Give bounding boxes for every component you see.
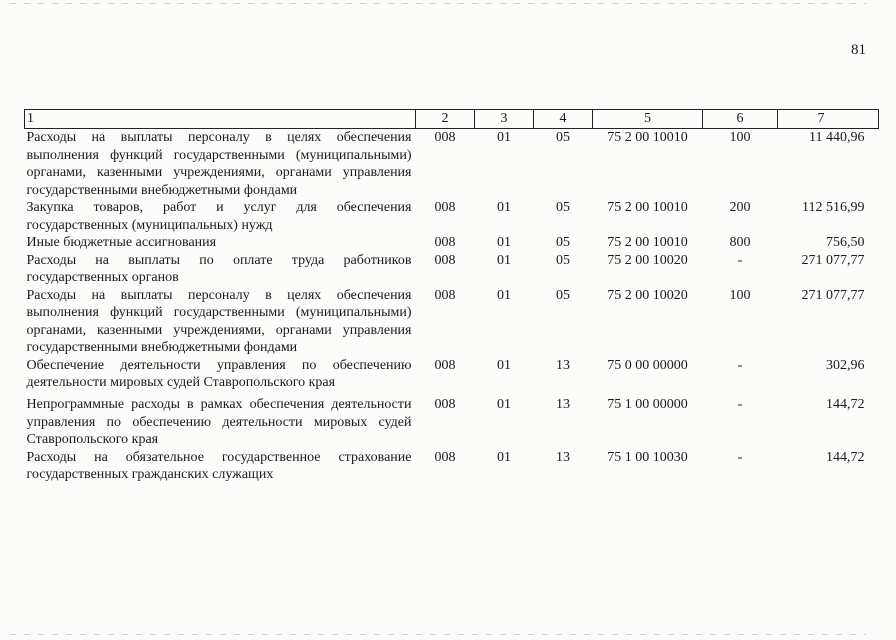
column-header-5: 5 bbox=[593, 110, 703, 129]
row-target-article: 75 1 00 00000 bbox=[607, 397, 688, 412]
row-expense-type: 100 bbox=[729, 130, 751, 145]
row-ministry-code: 008 bbox=[434, 235, 456, 250]
row-expense-type: 200 bbox=[729, 200, 751, 215]
header-row bbox=[25, 110, 879, 129]
column-header-4: 4 bbox=[534, 110, 593, 129]
table-row bbox=[25, 449, 879, 484]
row-target-article: 75 2 00 10010 bbox=[607, 235, 688, 250]
scan-artifact-top bbox=[10, 3, 866, 4]
row-subsection: 05 bbox=[556, 287, 570, 303]
scan-artifact-bottom bbox=[10, 634, 866, 635]
row-ministry-code: 008 bbox=[434, 357, 456, 373]
row-section: 01 bbox=[497, 397, 511, 412]
budget-table bbox=[24, 109, 879, 484]
row-ministry-code: 008 bbox=[434, 449, 456, 465]
table-row bbox=[25, 199, 879, 234]
column-header-7: 7 bbox=[778, 110, 879, 129]
row-section: 01 bbox=[497, 252, 511, 268]
row-ministry-code: 008 bbox=[434, 397, 456, 412]
row-name: Непрограммные расходы в рамках обеспечения деятельности управления по обеспечению деятельности мировых судей Ставропольского края bbox=[26, 397, 412, 447]
row-subsection: 13 bbox=[556, 397, 570, 412]
row-ministry-code: 008 bbox=[434, 252, 456, 268]
table-row bbox=[25, 396, 879, 449]
row-expense-type: 100 bbox=[729, 287, 751, 303]
row-amount: 271 077,77 bbox=[801, 287, 865, 303]
row-expense-type: - bbox=[737, 357, 743, 373]
row-section: 01 bbox=[497, 449, 511, 465]
row-ministry-code: 008 bbox=[434, 287, 456, 303]
row-ministry-code: 008 bbox=[434, 130, 456, 145]
row-amount: 11 440,96 bbox=[809, 130, 865, 145]
table-row bbox=[25, 234, 879, 252]
row-target-article: 75 2 00 10010 bbox=[607, 200, 688, 215]
row-target-article: 75 0 00 00000 bbox=[607, 357, 688, 373]
row-subsection: 13 bbox=[556, 357, 570, 373]
page-number: 81 bbox=[851, 42, 866, 58]
row-name: Расходы на выплаты персоналу в целях обеспечения выполнения функций государственными (муниципальными) органами, казенными учреждениями, органами управления государственными внебюджетными фондами bbox=[26, 130, 412, 198]
row-name: Расходы на выплаты персоналу в целях обеспечения выполнения функций государственными (муниципальными) органами, казенными учреждениями, органами управления государственными внебюджетными фондами bbox=[26, 287, 412, 355]
row-expense-type: - bbox=[737, 449, 743, 465]
table-row bbox=[25, 129, 879, 200]
row-target-article: 75 2 00 10020 bbox=[607, 252, 688, 268]
row-target-article: 75 2 00 10010 bbox=[607, 130, 688, 145]
table-header bbox=[25, 110, 879, 129]
table-body bbox=[25, 129, 879, 484]
row-subsection: 13 bbox=[556, 449, 570, 465]
row-subsection: 05 bbox=[556, 235, 570, 250]
row-name: Расходы на обязательное государственное страхование государственных гражданских служащих bbox=[26, 449, 412, 482]
row-section: 01 bbox=[497, 357, 511, 373]
row-amount: 144,72 bbox=[826, 397, 865, 412]
row-section: 01 bbox=[497, 287, 511, 303]
row-name: Иные бюджетные ассигнования bbox=[26, 235, 217, 250]
row-subsection: 05 bbox=[556, 252, 570, 268]
row-name: Обеспечение деятельности управления по обеспечению деятельности мировых судей Ставропольского края bbox=[26, 357, 412, 390]
column-header-2: 2 bbox=[416, 110, 475, 129]
table-row bbox=[25, 357, 879, 397]
row-ministry-code: 008 bbox=[434, 200, 456, 215]
row-target-article: 75 1 00 10030 bbox=[607, 449, 688, 465]
table-row bbox=[25, 287, 879, 357]
row-section: 01 bbox=[497, 235, 511, 250]
table-row bbox=[25, 252, 879, 287]
row-target-article: 75 2 00 10020 bbox=[607, 287, 688, 303]
row-expense-type: - bbox=[737, 397, 743, 412]
row-subsection: 05 bbox=[556, 200, 570, 215]
row-amount: 271 077,77 bbox=[801, 252, 865, 268]
row-section: 01 bbox=[497, 200, 511, 215]
row-subsection: 05 bbox=[556, 130, 570, 145]
row-amount: 756,50 bbox=[826, 235, 865, 250]
row-expense-type: 800 bbox=[729, 235, 751, 250]
column-header-1: 1 bbox=[25, 110, 416, 129]
row-expense-type: - bbox=[737, 252, 743, 268]
row-amount: 144,72 bbox=[826, 449, 865, 465]
row-name: Расходы на выплаты по оплате труда работников государственных органов bbox=[26, 252, 412, 285]
row-name: Закупка товаров, работ и услуг для обеспечения государственных (муниципальных) нужд bbox=[26, 200, 412, 233]
column-header-6: 6 bbox=[703, 110, 778, 129]
column-header-3: 3 bbox=[475, 110, 534, 129]
row-amount: 302,96 bbox=[826, 357, 865, 373]
row-amount: 112 516,99 bbox=[802, 200, 865, 215]
row-section: 01 bbox=[497, 130, 511, 145]
